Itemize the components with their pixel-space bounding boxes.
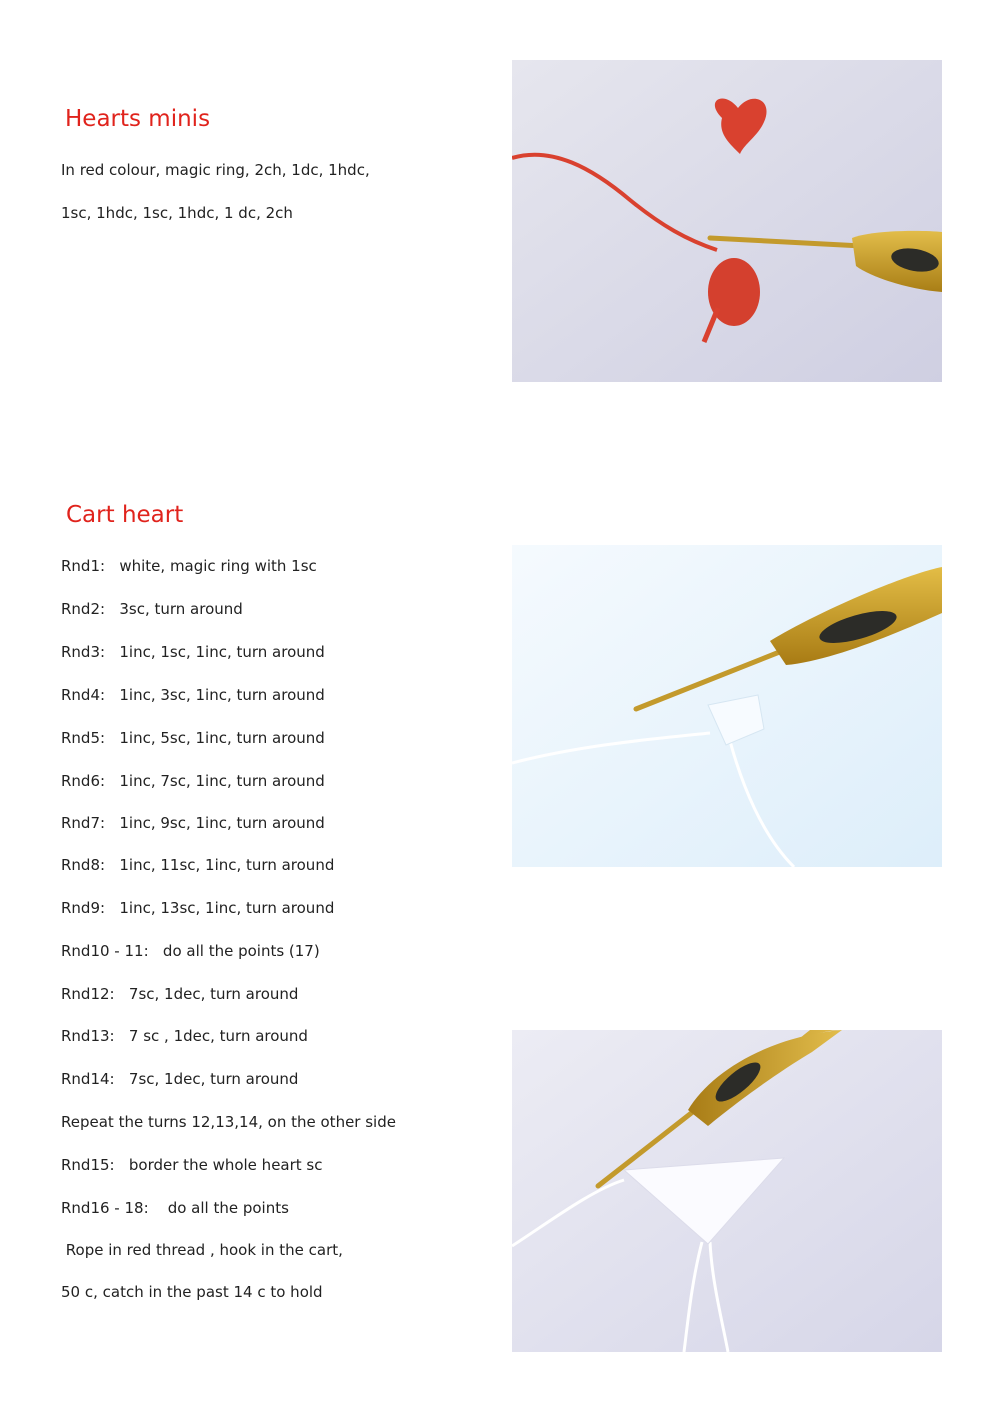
instruction-line: Rnd1: white, magic ring with 1sc: [61, 557, 317, 575]
instruction-line: Rnd4: 1inc, 3sc, 1inc, turn around: [61, 686, 325, 704]
photo-white-triangle-crochet: [512, 1030, 942, 1352]
photo-red-heart-crochet: [512, 60, 942, 382]
instruction-line: Repeat the turns 12,13,14, on the other side: [61, 1113, 396, 1131]
instruction-line: Rnd3: 1inc, 1sc, 1inc, turn around: [61, 643, 325, 661]
instruction-line: In red colour, magic ring, 2ch, 1dc, 1hdc,: [61, 161, 370, 179]
instruction-line: Rope in red thread , hook in the cart,: [61, 1241, 343, 1259]
section-title-cart-heart: Cart heart: [66, 502, 184, 528]
section-title-hearts-minis: Hearts minis: [65, 106, 211, 132]
instruction-line: 50 c, catch in the past 14 c to hold: [61, 1283, 323, 1301]
instruction-line: Rnd9: 1inc, 13sc, 1inc, turn around: [61, 899, 335, 917]
instruction-line: Rnd10 - 11: do all the points (17): [61, 942, 320, 960]
instruction-line: Rnd15: border the whole heart sc: [61, 1156, 323, 1174]
instruction-line: Rnd16 - 18: do all the points: [61, 1199, 289, 1217]
instruction-line: Rnd13: 7 sc , 1dec, turn around: [61, 1027, 308, 1045]
instruction-line: Rnd2: 3sc, turn around: [61, 600, 243, 618]
instruction-line: 1sc, 1hdc, 1sc, 1hdc, 1 dc, 2ch: [61, 204, 293, 222]
instruction-line: Rnd14: 7sc, 1dec, turn around: [61, 1070, 299, 1088]
instruction-line: Rnd5: 1inc, 5sc, 1inc, turn around: [61, 729, 325, 747]
instruction-line: Rnd6: 1inc, 7sc, 1inc, turn around: [61, 772, 325, 790]
instruction-line: Rnd12: 7sc, 1dec, turn around: [61, 985, 299, 1003]
instruction-line: Rnd7: 1inc, 9sc, 1inc, turn around: [61, 814, 325, 832]
photo-white-start-crochet: [512, 545, 942, 867]
instruction-line: Rnd8: 1inc, 11sc, 1inc, turn around: [61, 856, 335, 874]
